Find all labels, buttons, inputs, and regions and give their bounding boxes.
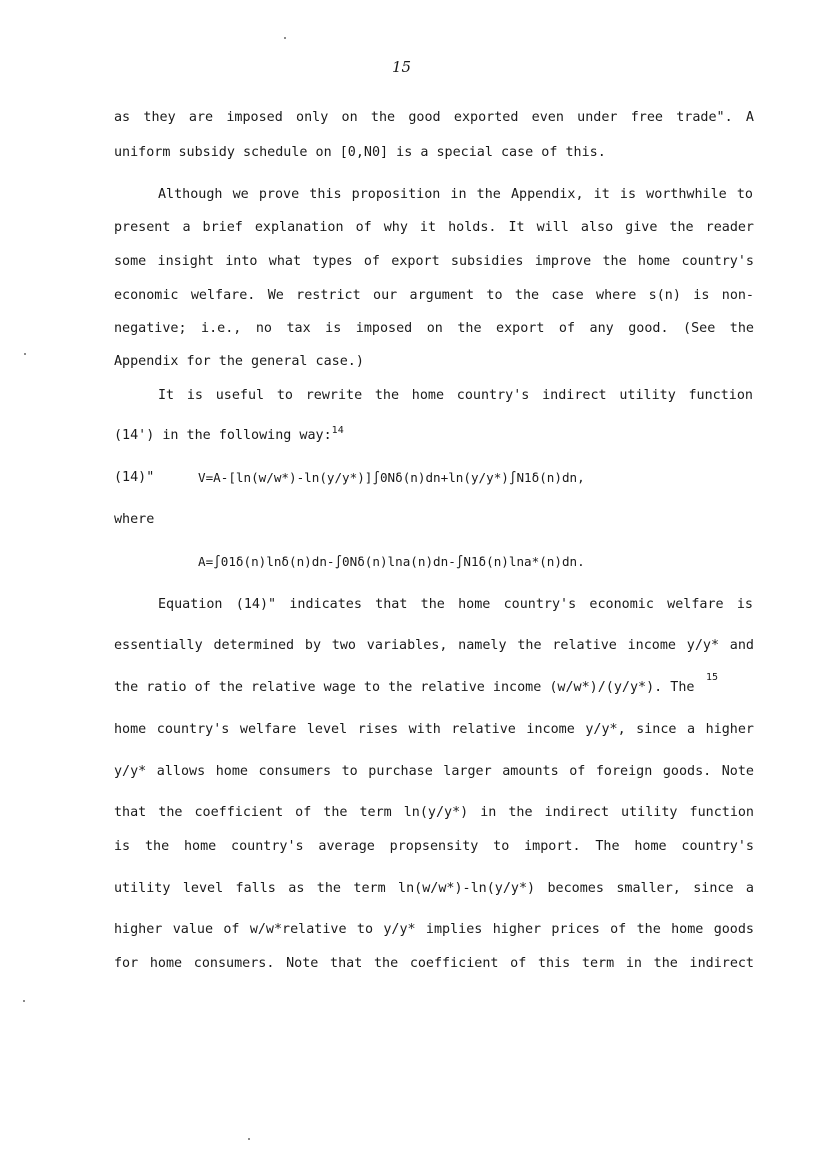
paragraph-4-line-6: that the coefficient of the term ln(y/y*) in the indirect utility function: [114, 805, 754, 820]
paragraph-4-line-7: is the home country's average propsensity to import. The home country's: [114, 839, 754, 854]
equation-label: (14)": [114, 470, 155, 485]
paragraph-4-line-5: y/y* allows home consumers to purchase larger amounts of foreign goods. Note: [114, 764, 754, 779]
equation-14: V=A-[ln(w/w*)-ln(y/y*)]∫0Nδ(n)dn+ln(y/y*)∫N1δ(n)dn,: [198, 470, 585, 485]
paragraph-4-line-4: home country's welfare level rises with relative income y/y*, since a higher: [114, 722, 754, 737]
paragraph-2-line-5: negative; i.e., no tax is imposed on the export of any good. (See the: [114, 321, 754, 336]
scan-speck: [284, 37, 286, 39]
paragraph-4-line-3: the ratio of the relative wage to the relative income (w/w*)/(y/y*). The 15: [114, 672, 719, 695]
scan-speck: [23, 1000, 25, 1002]
page-number: 15: [392, 58, 412, 76]
where-label: where: [114, 512, 155, 527]
paragraph-4-line-3-text: the ratio of the relative wage to the relative income (w/w*)/(y/y*). The: [114, 680, 695, 695]
paragraph-4-line-9: higher value of w/w*relative to y/y* implies higher prices of the home goods: [114, 922, 754, 937]
paragraph-2-line-4: economic welfare. We restrict our argument to the case where s(n) is non-: [114, 288, 754, 303]
paragraph-2-line-1: Although we prove this proposition in the Appendix, it is worthwhile to: [158, 187, 753, 202]
footnote-ref-14: 14: [331, 425, 344, 436]
paragraph-2-line-2: present a brief explanation of why it holds. It will also give the reader: [114, 220, 754, 235]
equation-a-definition: A=∫01δ(n)lnδ(n)dn-∫0Nδ(n)lna(n)dn-∫N1δ(n)lna*(n)dn.: [198, 554, 585, 569]
scan-speck: [248, 1138, 250, 1140]
paragraph-4-line-10: for home consumers. Note that the coefficient of this term in the indirect: [114, 956, 754, 971]
paragraph-3-line-1: It is useful to rewrite the home country's indirect utility function: [158, 388, 753, 403]
paragraph-2-line-3: some insight into what types of export subsidies improve the home country's: [114, 254, 754, 269]
paragraph-4-line-2: essentially determined by two variables, namely the relative income y/y* and: [114, 638, 754, 653]
paragraph-1-line-2: uniform subsidy schedule on [0,N0] is a special case of this.: [114, 145, 606, 160]
scan-speck: [24, 353, 26, 355]
paragraph-2-line-6: Appendix for the general case.): [114, 354, 364, 369]
paragraph-4-line-1: Equation (14)" indicates that the home country's economic welfare is: [158, 597, 753, 612]
paragraph-3-line-2-text: (14') in the following way:: [114, 428, 332, 443]
paragraph-3-line-2: [114, 425, 754, 444]
paragraph-1-line-1: as they are imposed only on the good exported even under free trade". A: [114, 110, 754, 125]
paragraph-4-line-8: utility level falls as the term ln(w/w*)-ln(y/y*) becomes smaller, since a: [114, 881, 754, 896]
